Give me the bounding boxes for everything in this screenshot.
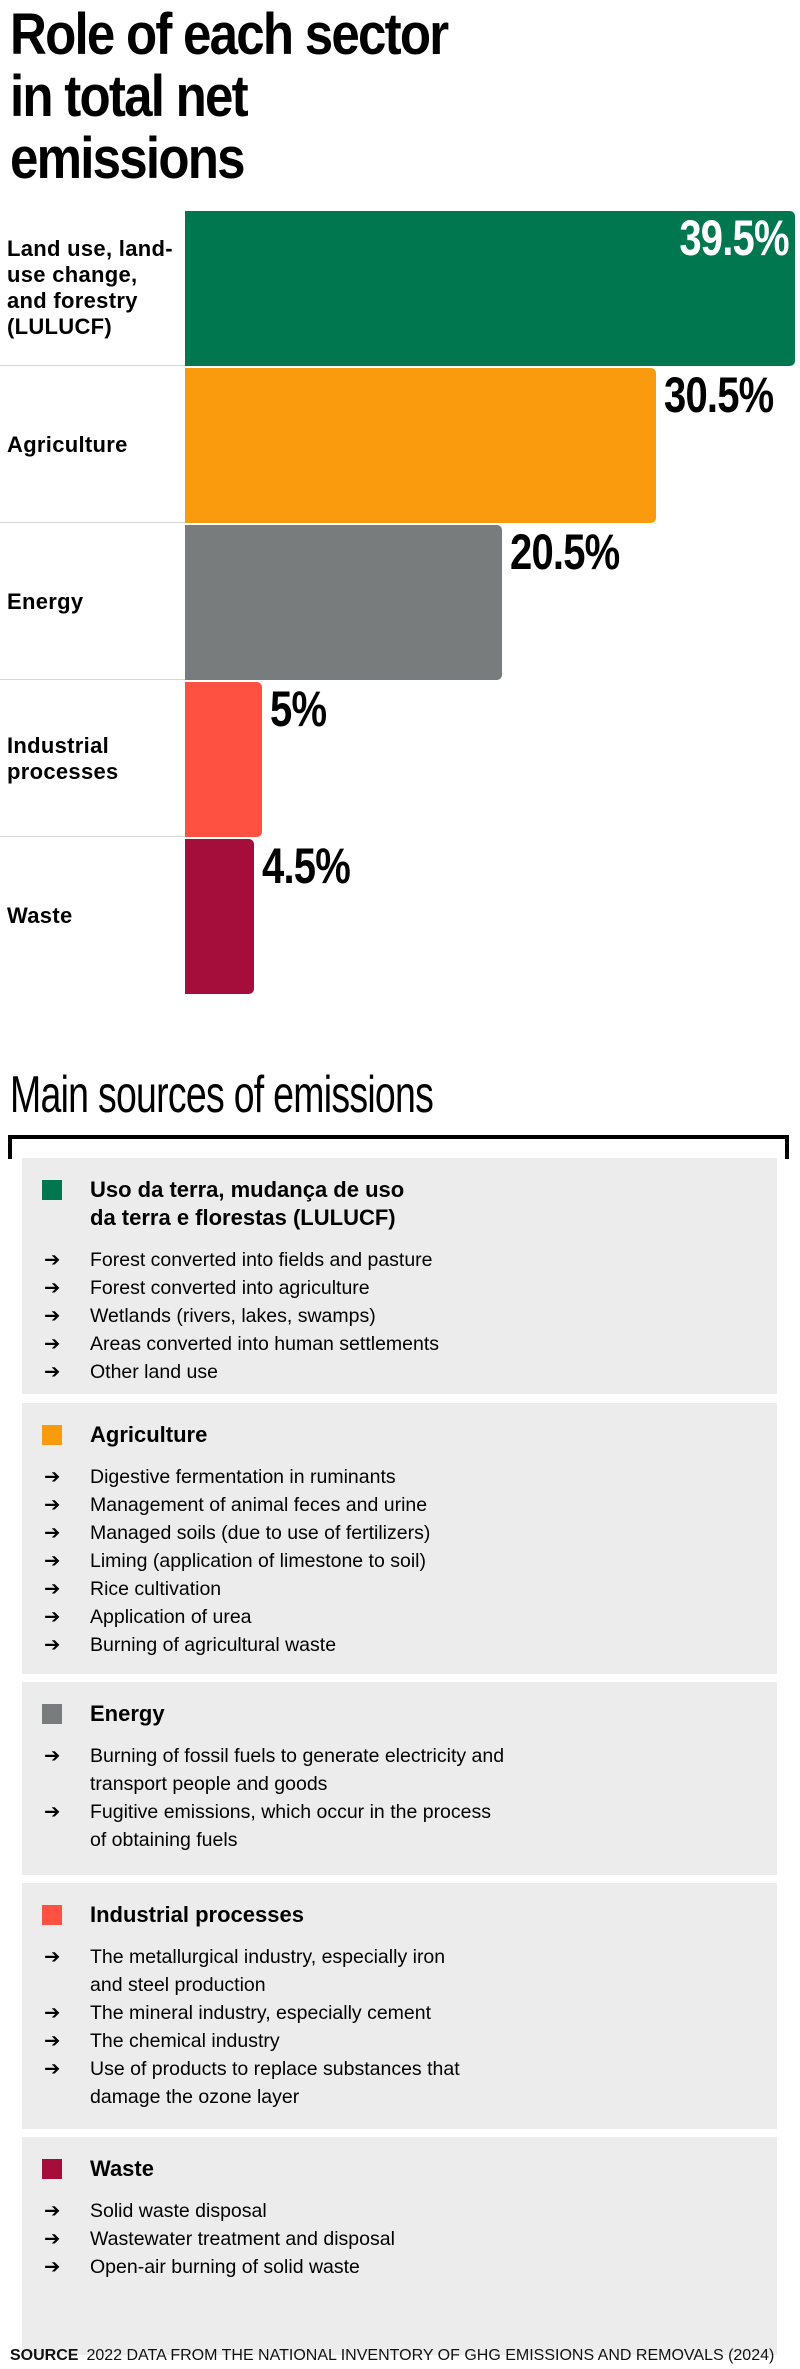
source-items <box>42 1246 757 1386</box>
color-swatch <box>42 1180 62 1200</box>
list-item-text: Areas converted into human settlements <box>90 1333 440 1355</box>
sources-title: Main sources of emissions <box>10 1066 434 1124</box>
row-separator <box>0 365 185 366</box>
list-item <box>42 1246 757 1274</box>
list-item-text: Application of urea <box>90 1606 252 1628</box>
list-item-text: Management of animal feces and urine <box>90 1494 428 1516</box>
source-card-waste <box>22 2137 777 2355</box>
list-item-text: Solid waste disposal <box>90 2200 267 2222</box>
arrow-right-icon: ➔ <box>44 1466 61 1488</box>
card-title: Waste <box>90 2156 154 2181</box>
source-label: SOURCE <box>10 2347 79 2364</box>
list-item-text: Open-air burning of solid waste <box>90 2256 360 2278</box>
arrow-right-icon: ➔ <box>44 1578 61 1600</box>
source-text: 2022 DATA FROM THE NATIONAL INVENTORY OF GHG EMISSIONS AND REMOVALS (2024) <box>86 2347 775 2364</box>
list-item <box>42 1943 757 1999</box>
list-item-text: Fugitive emissions, which occur in the process of obtaining fuels <box>90 1801 491 1851</box>
list-item <box>42 1603 757 1631</box>
value-label-energy: 20.5% <box>510 524 620 580</box>
source-items <box>42 2197 757 2281</box>
list-item-text: Wastewater treatment and disposal <box>90 2228 395 2250</box>
arrow-right-icon: ➔ <box>44 2256 61 2278</box>
arrow-right-icon: ➔ <box>44 1494 61 1516</box>
list-item <box>42 2197 757 2225</box>
arrow-right-icon: ➔ <box>44 1333 61 1355</box>
category-label-waste: Waste <box>7 902 73 928</box>
list-item <box>42 1519 757 1547</box>
card-header <box>42 2155 757 2183</box>
list-item <box>42 1463 757 1491</box>
card-header <box>42 1901 757 1929</box>
card-title: Uso da terra, mudança de uso da terra e florestas (LULUCF) <box>90 1177 405 1230</box>
list-item-text: Burning of agricultural waste <box>90 1634 337 1656</box>
bar-chart <box>0 209 800 999</box>
list-item-text: The mineral industry, especially cement <box>90 2002 432 2024</box>
list-item <box>42 2055 757 2111</box>
source-items <box>42 1463 757 1659</box>
arrow-right-icon: ➔ <box>44 1745 61 1767</box>
value-label-agriculture: 30.5% <box>664 367 774 423</box>
list-item-text: Other land use <box>90 1361 218 1383</box>
list-item <box>42 1358 757 1386</box>
list-item <box>42 1274 757 1302</box>
source-card-agriculture <box>22 1403 777 1674</box>
row-separator <box>0 522 185 523</box>
arrow-right-icon: ➔ <box>44 2030 61 2052</box>
card-header <box>42 1176 757 1232</box>
list-item <box>42 2027 757 2055</box>
source-card-energy <box>22 1682 777 1875</box>
card-title: Agriculture <box>90 1422 208 1447</box>
bar-energy <box>185 525 502 680</box>
list-item <box>42 1999 757 2027</box>
list-item-text: Rice cultivation <box>90 1578 222 1600</box>
arrow-right-icon: ➔ <box>44 1522 61 1544</box>
card-title: Energy <box>90 1701 165 1726</box>
category-label-industrial-processes: Industrial processes <box>7 732 119 784</box>
list-item <box>42 1547 757 1575</box>
arrow-right-icon: ➔ <box>44 1277 61 1299</box>
color-swatch <box>42 1905 62 1925</box>
category-label-energy: Energy <box>7 588 84 614</box>
list-item-text: The metallurgical industry, especially iron and steel production <box>90 1946 446 1996</box>
list-item <box>42 1575 757 1603</box>
sources-bracket <box>8 1135 789 1159</box>
category-label-lulucf: Land use, land-use change, and forestry (LULUCF) <box>7 235 173 339</box>
arrow-right-icon: ➔ <box>44 2058 61 2080</box>
arrow-right-icon: ➔ <box>44 1946 61 1968</box>
bar-agriculture <box>185 368 656 523</box>
list-item-text: Forest converted into agriculture <box>90 1277 370 1299</box>
row-separator <box>0 679 185 680</box>
bar-waste <box>185 839 254 994</box>
arrow-right-icon: ➔ <box>44 1305 61 1327</box>
value-label-lulucf: 39.5% <box>679 210 789 266</box>
source-note <box>10 2346 774 2366</box>
row-separator <box>0 836 185 837</box>
list-item-text: Digestive fermentation in ruminants <box>90 1466 396 1488</box>
bar-industrial-processes <box>185 682 262 837</box>
color-swatch <box>42 1425 62 1445</box>
list-item <box>42 1631 757 1659</box>
arrow-right-icon: ➔ <box>44 1634 61 1656</box>
chart-title: Role of each sector in total net emissions <box>10 2 448 191</box>
arrow-right-icon: ➔ <box>44 2002 61 2024</box>
source-items <box>42 1742 757 1854</box>
list-item-text: Wetlands (rivers, lakes, swamps) <box>90 1305 376 1327</box>
arrow-right-icon: ➔ <box>44 1801 61 1823</box>
card-header <box>42 1700 757 1728</box>
source-items <box>42 1943 757 2111</box>
card-header <box>42 1421 757 1449</box>
arrow-right-icon: ➔ <box>44 1550 61 1572</box>
list-item-text: Forest converted into fields and pasture <box>90 1249 433 1271</box>
category-label-agriculture: Agriculture <box>7 431 128 457</box>
source-card-industrial-processes <box>22 1883 777 2129</box>
source-card-lulucf <box>22 1158 777 1394</box>
arrow-right-icon: ➔ <box>44 2200 61 2222</box>
arrow-right-icon: ➔ <box>44 2228 61 2250</box>
list-item <box>42 2225 757 2253</box>
list-item-text: Burning of fossil fuels to generate electricity and transport people and goods <box>90 1745 505 1795</box>
list-item <box>42 1798 757 1854</box>
list-item <box>42 1330 757 1358</box>
list-item <box>42 2253 757 2281</box>
arrow-right-icon: ➔ <box>44 1249 61 1271</box>
list-item-text: Managed soils (due to use of fertilizers) <box>90 1522 431 1544</box>
list-item-text: Liming (application of limestone to soil) <box>90 1550 426 1572</box>
card-title: Industrial processes <box>90 1902 304 1927</box>
arrow-right-icon: ➔ <box>44 1361 61 1383</box>
list-item <box>42 1302 757 1330</box>
list-item <box>42 1742 757 1798</box>
value-label-waste: 4.5% <box>262 838 350 894</box>
list-item <box>42 1491 757 1519</box>
color-swatch <box>42 2159 62 2179</box>
list-item-text: Use of products to replace substances that damage the ozone layer <box>90 2058 460 2108</box>
arrow-right-icon: ➔ <box>44 1606 61 1628</box>
list-item-text: The chemical industry <box>90 2030 280 2052</box>
value-label-industrial-processes: 5% <box>270 681 327 737</box>
color-swatch <box>42 1704 62 1724</box>
